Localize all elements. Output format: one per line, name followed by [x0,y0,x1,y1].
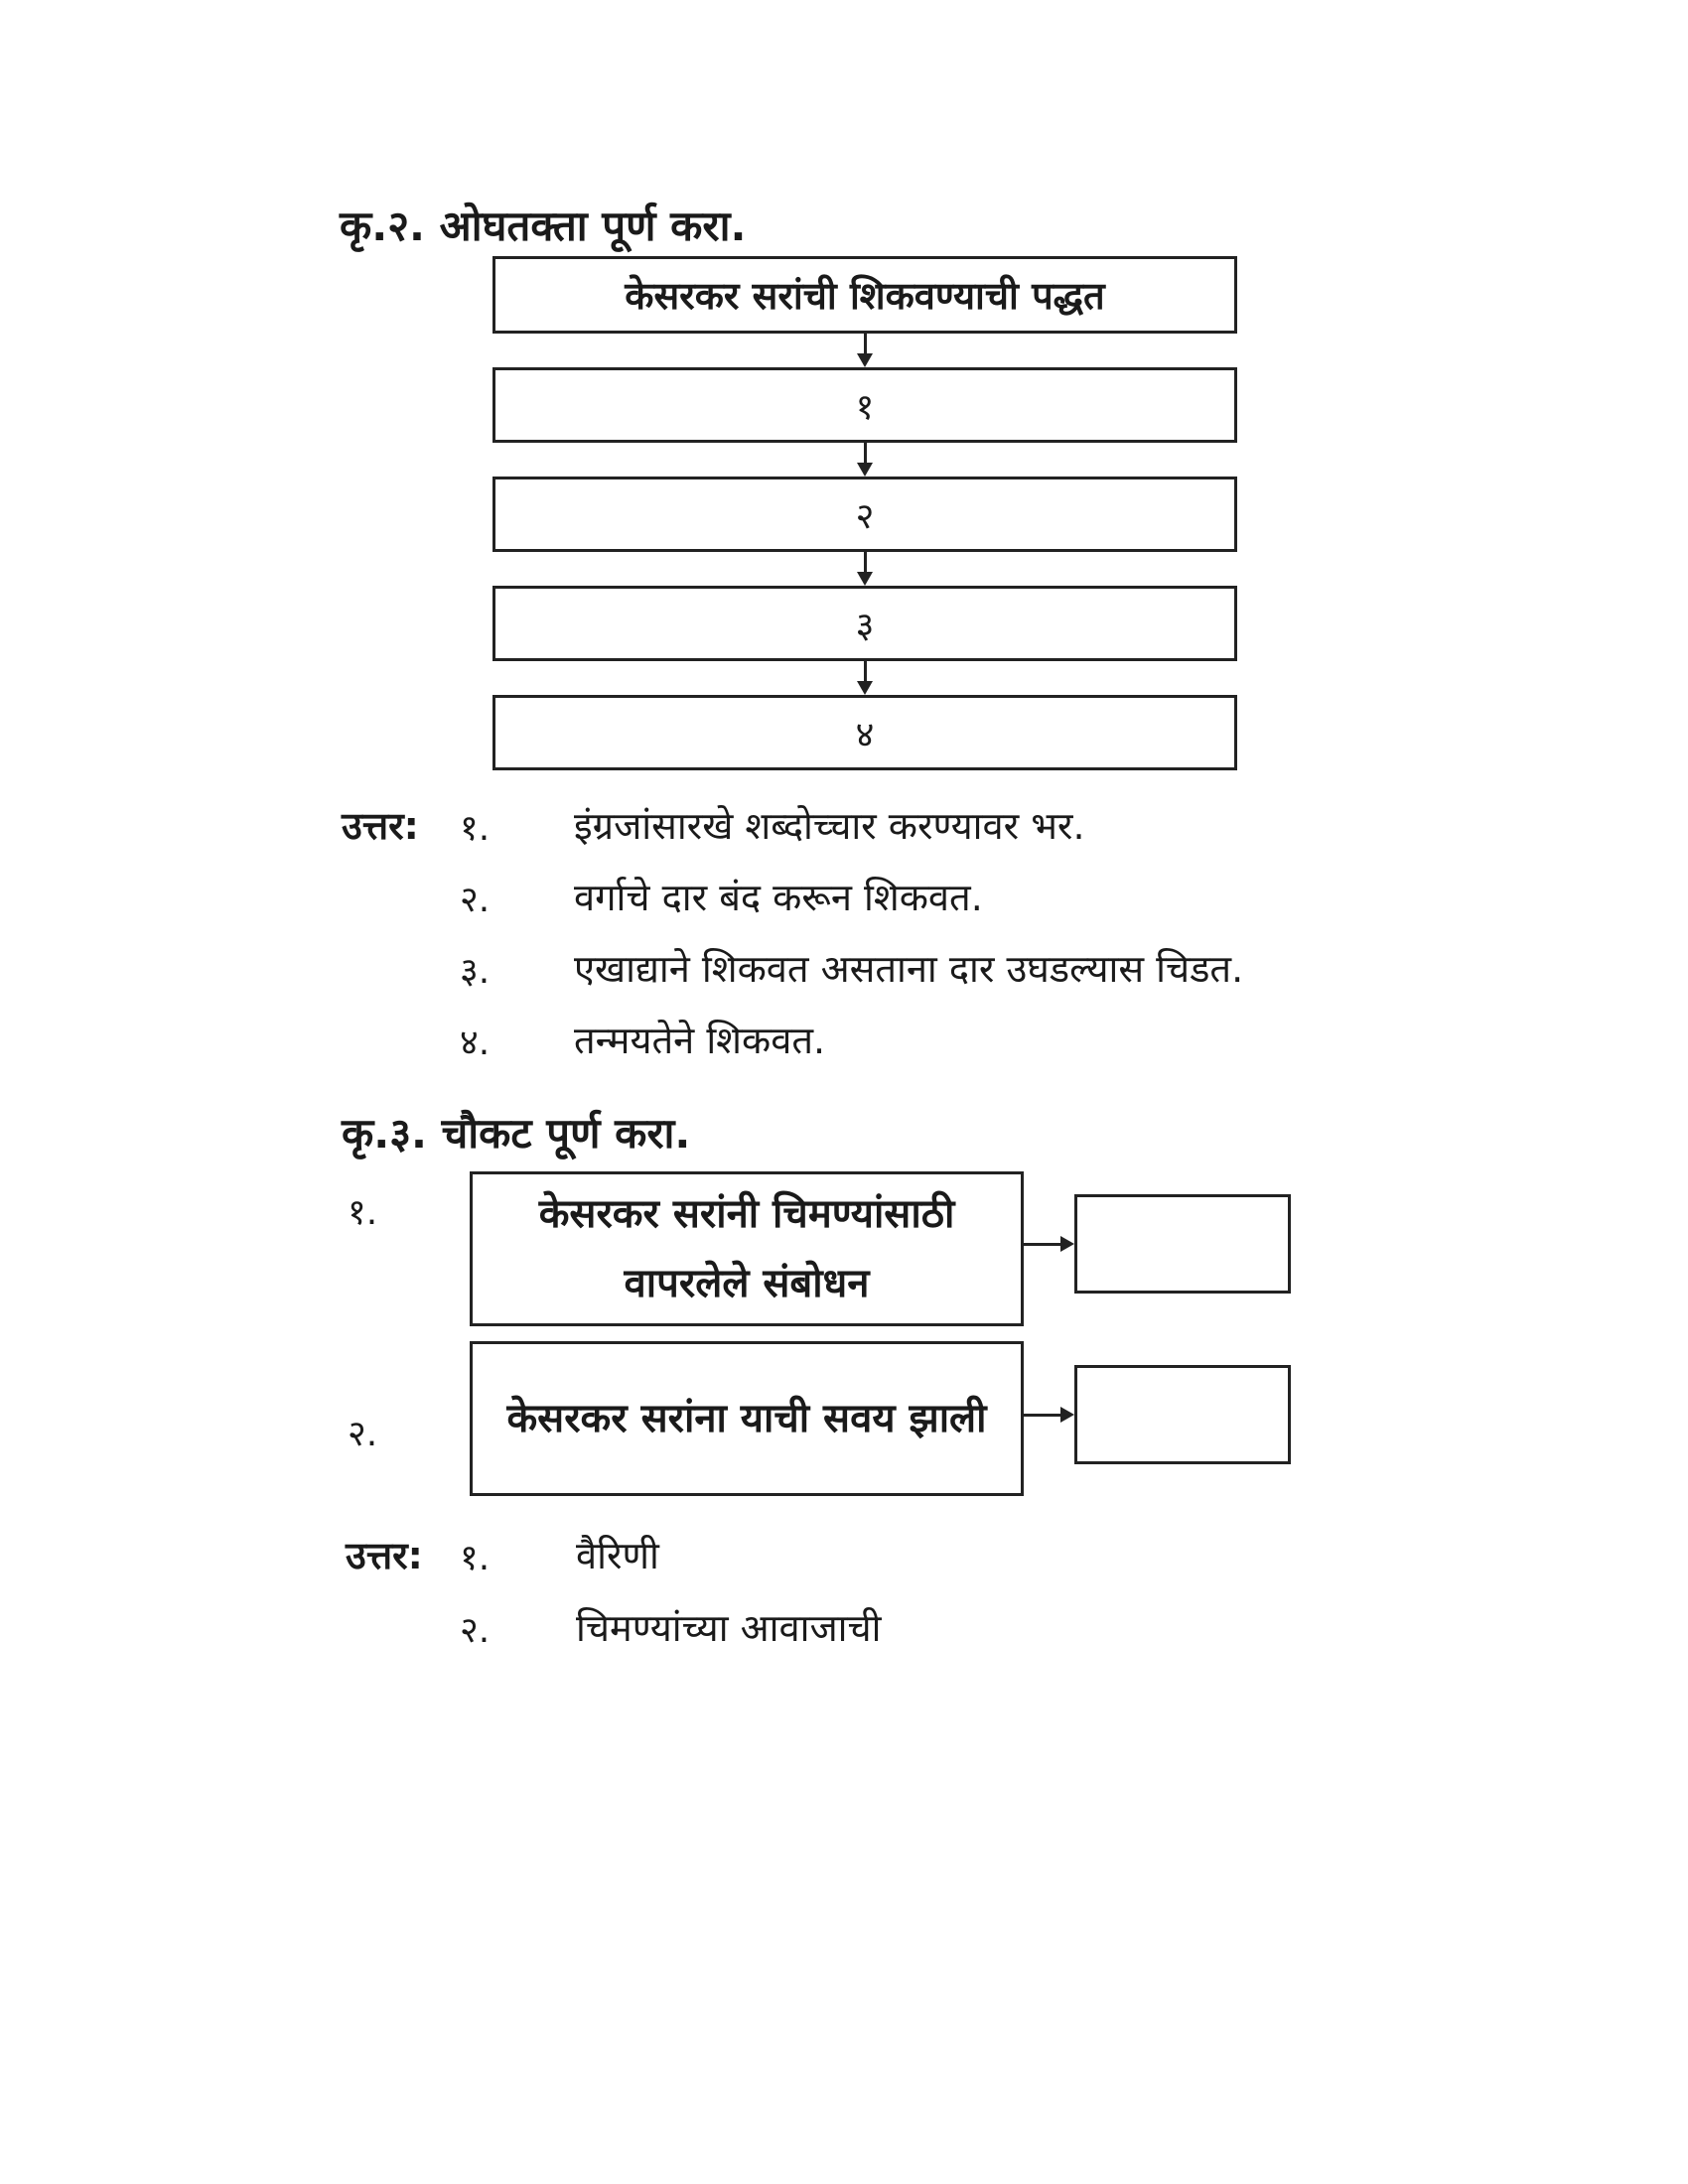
q2-answer-text: तन्मयतेने शिकवत. [574,1019,826,1062]
flow-step-number: ३ [855,605,875,646]
q3-item-number: १. [348,1192,378,1233]
q3-answer-label: उत्तर: [346,1534,423,1577]
q3-arrow-head-1 [1060,1236,1074,1252]
q3-arrow-line-2 [1024,1414,1063,1417]
flow-step-box-2 [492,477,1237,552]
q3-question-text: केसरकर सरांना याची सवय झाली [506,1396,987,1441]
q3-heading: कृ.३. चौकट पूर्ण करा. [342,1109,691,1158]
flowchart-title: केसरकर सरांची शिकवण्याची पद्धत [625,274,1105,318]
flow-arrow-head-2 [857,463,873,477]
flow-step-box-3 [492,586,1237,661]
q2-answer-text: इंग्रजांसारखे शब्दोच्चार करण्यावर भर. [574,804,1085,848]
q2-answer-number: ३. [460,951,491,992]
q3-answer-box-1 [1074,1194,1291,1294]
q3-answer-number: २. [460,1610,491,1651]
flow-step-box-4 [492,695,1237,770]
flow-arrow-head-1 [857,353,873,367]
flow-step-number: १ [855,386,875,428]
flow-arrow-line-1 [864,334,867,355]
q2-answer-number: १. [460,808,491,849]
q2-answer-text: एखाद्याने शिकवत असताना दार उघडल्यास चिडत. [574,947,1244,991]
q3-question-box-2 [470,1341,1024,1496]
q3-answer-text: चिमण्यांच्या आवाजाची [576,1606,882,1650]
q3-answer-text: वैरिणी [576,1534,659,1577]
q3-arrow-head-2 [1060,1407,1074,1423]
flow-step-number: २ [855,495,875,537]
flow-arrow-line-3 [864,552,867,574]
q2-answer-label: उत्तर: [342,804,419,848]
q3-question-box-1 [470,1171,1024,1326]
q3-answer-box-2 [1074,1365,1291,1464]
q3-answer-number: १. [460,1538,491,1578]
q2-heading: कृ.२. ओघतक्ता पूर्ण करा. [340,202,747,250]
flow-arrow-head-3 [857,572,873,586]
q2-answer-text: वर्गाचे दार बंद करून शिकवत. [574,876,983,919]
flow-arrow-line-2 [864,443,867,465]
flow-arrow-line-4 [864,661,867,683]
q3-arrow-line-1 [1024,1243,1063,1246]
q2-answer-number: २. [460,880,491,920]
flow-step-number: ४ [855,714,875,755]
q3-question-text: केसरकर सरांनी चिमण्यांसाठी वापरलेले संबोधन [538,1191,955,1306]
q3-item-number: २. [348,1414,378,1454]
q2-answer-number: ४. [460,1023,491,1063]
flowchart-title-box [492,256,1237,334]
flow-step-box-1 [492,367,1237,443]
flow-arrow-head-4 [857,681,873,695]
